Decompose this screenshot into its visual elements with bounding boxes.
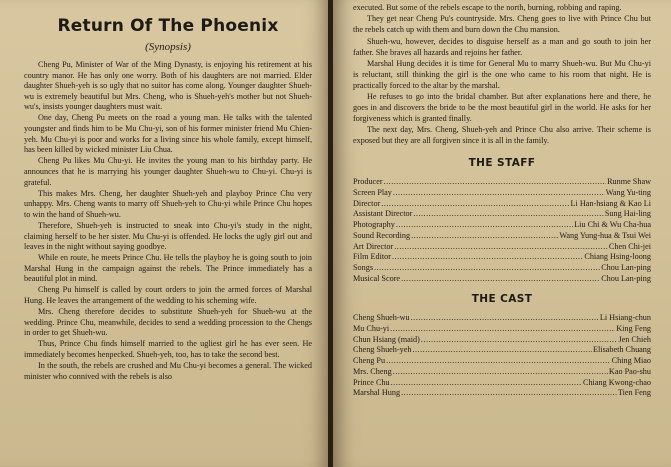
- leader-dots: [421, 335, 618, 346]
- synopsis-paragraph: Shueh-wu, however, decides to disguise herself as a man and go south to join her father. She braves all hazards and rejoins her father.: [353, 36, 651, 57]
- credit-role: Art Director: [353, 241, 394, 251]
- credit-role: Assistant Director: [353, 209, 413, 219]
- leader-dots: [392, 252, 583, 263]
- synopsis-paragraph: This makes Mrs. Cheng, her daughter Shueh-yeh and playboy Prince Chu very unhappy. Mrs. Cheng wants to marry off Shueh-yeh to Chu-yi while Prince Chu hopes to win the hand of Shueh-wu.: [24, 188, 312, 219]
- credit-name: Li Hsiang-chun: [599, 313, 651, 323]
- credit-name: Jen Chieh: [618, 334, 651, 344]
- leader-dots: [391, 378, 582, 389]
- synopsis-paragraph: The next day, Mrs. Cheng, Shueh-yeh and Prince Chu also arrive. Their scheme is exposed but they are all forgiven since it is all in the family.: [353, 125, 651, 146]
- staff-row: [353, 274, 651, 285]
- cast-row: [353, 313, 651, 324]
- cast-row: [353, 324, 651, 335]
- credit-name: Li Han-hsiang & Kao Li: [570, 198, 651, 208]
- leader-dots: [401, 274, 600, 285]
- cast-row: [353, 356, 651, 367]
- credit-role: Prince Chu: [353, 377, 390, 387]
- credit-role: Mu Chu-yi: [353, 324, 390, 334]
- leader-dots: [396, 220, 573, 231]
- credit-name: Wang Yu-ting: [605, 187, 651, 197]
- synopsis-text: [24, 60, 312, 382]
- credit-role: Chun Hsiang (maid): [353, 334, 420, 344]
- credit-name: Chou Lan-ping: [601, 273, 651, 283]
- staff-row: [353, 242, 651, 253]
- credit-name: King Feng: [616, 324, 651, 334]
- synopsis-paragraph: Thus, Prince Chu finds himself married to the ugliest girl he has ever seen. He immediately becomes henpecked. Shueh-yeh, too, has to take the second best.: [24, 339, 312, 360]
- leader-dots: [381, 199, 569, 210]
- credit-name: Chen Chi-jei: [608, 241, 651, 251]
- staff-row: [353, 188, 651, 199]
- credit-role: Screen Play: [353, 187, 392, 197]
- leader-dots: [412, 345, 592, 356]
- synopsis-paragraph: Cheng Pu, Minister of War of the Ming Dynasty, is enjoying his retirement at his country manor. He has only one worry. Both of his daughters are not married. Elder daughter Shueh-yeh is so ugly that no suitor has come along. Younger daughter Shueh-wu is extremely beautiful but Mrs. Cheng, who is Shueh-yeh's mother but not Shueh-wu's, insists younger daughters must wait.: [24, 60, 312, 112]
- cast-row: [353, 345, 651, 356]
- credit-role: Mrs. Cheng: [353, 366, 392, 376]
- credit-role: Marshal Hung: [353, 388, 401, 398]
- synopsis-paragraph: Cheng Pu likes Mu Chu-yi. He invites the young man to his birthday party. He announces that he is marrying his younger daughter Shueh-wu to Chu-yi. Chu-yi is grateful.: [24, 156, 312, 187]
- credit-name: Wang Yung-hua & Tsui Wei: [559, 230, 651, 240]
- credit-role: Cheng Shueh-yeh: [353, 345, 412, 355]
- credit-name: Runme Shaw: [607, 177, 651, 187]
- credit-role: Director: [353, 198, 381, 208]
- synopsis-continued: [353, 3, 651, 147]
- cast-row: [353, 388, 651, 399]
- synopsis-paragraph: One day, Cheng Pu meets on the road a young man. He talks with the talented youngster and finds him to be Mu Chu-yi, son of his former minister friend Mu Chien-yeh. Mu Chu-yi is poor and works for a living since his whole family, except himself, has been killed by wicked minister Liu Chua.: [24, 113, 312, 155]
- leader-dots: [386, 356, 611, 367]
- cast-row: [353, 378, 651, 389]
- cast-row: [353, 335, 651, 346]
- credit-name: Chou Lan-ping: [601, 262, 651, 272]
- staff-row: [353, 252, 651, 263]
- credit-name: Liu Chi & Wu Cha-hua: [574, 220, 651, 230]
- synopsis-paragraph: Therefore, Shueh-yeh is instructed to sneak into Chu-yi's study in the night, claiming herself to be her sister. Mu Chu-yi is offended. He locks the ugly girl out and leaves in the night without saying goodbye.: [24, 220, 312, 252]
- leader-dots: [413, 209, 603, 220]
- synopsis-paragraph: He refuses to go into the bridal chamber. But after explanations here and there, he goes in and discovers the bride to be the most beautiful girl in the world. He asks for her forgiveness which is granted finally.: [353, 92, 651, 124]
- synopsis-paragraph: Cheng Pu himself is called by court orders to join the armed forces of Marshal Hung. He leaves the arrangement of the wedding to his scheming wife.: [24, 285, 312, 306]
- staff-row: [353, 231, 651, 242]
- leader-dots: [390, 324, 615, 335]
- leader-dots: [393, 188, 605, 199]
- staff-row: [353, 177, 651, 188]
- staff-list: [353, 177, 651, 284]
- credit-name: Tien Feng: [617, 388, 651, 398]
- credit-name: Chiang Kwong-chao: [583, 377, 651, 387]
- staff-row: [353, 199, 651, 210]
- credit-name: Ching Miao: [611, 356, 651, 366]
- credit-role: Photography: [353, 220, 395, 230]
- staff-heading: THE STAFF: [468, 157, 536, 170]
- credit-name: Elisabeth Chuang: [593, 345, 651, 355]
- cast-row: [353, 367, 651, 378]
- left-page: [0, 0, 330, 467]
- right-page: [333, 0, 671, 467]
- synopsis-paragraph: While en route, he meets Prince Chu. He tells the playboy he is going south to join Marshal Hung in the campaign against the rebels. The Prince immediately has a beautiful plot in mind.: [24, 253, 312, 284]
- credit-role: Cheng Pu: [353, 356, 386, 366]
- synopsis-paragraph: executed. But some of the rebels escape to the north, burning, robbing and raping.: [353, 3, 622, 12]
- staff-row: [353, 220, 651, 231]
- staff-row: [353, 263, 651, 274]
- leader-dots: [394, 242, 608, 253]
- credit-role: Musical Score: [353, 273, 401, 283]
- credit-name: Sung Hai-ling: [604, 209, 651, 219]
- credit-role: Film Editor: [353, 252, 391, 262]
- leader-dots: [384, 177, 607, 188]
- leader-dots: [411, 313, 599, 324]
- credit-role: Cheng Shueh-wu: [353, 313, 410, 323]
- synopsis-paragraph: Marshal Hung decides it is time for General Mu to marry Shueh-wu. But Mu Chu-yi is reluctant, still thinking the girl is the one who came to his room that night. He is practically forced to the altar by the marshal.: [353, 59, 651, 90]
- staff-row: [353, 209, 651, 220]
- synopsis-paragraph: Mrs. Cheng therefore decides to substitute Shueh-yeh for Shueh-wu at the wedding. Prince Chu, meanwhile, decides to send a wedding procession to the Chengs in order to get Shueh-wu.: [24, 307, 312, 338]
- credit-role: Songs: [353, 262, 374, 272]
- credit-name: Kao Pao-shu: [608, 366, 651, 376]
- cast-list: [353, 313, 651, 399]
- leader-dots: [411, 231, 558, 242]
- leader-dots: [393, 367, 608, 378]
- page-title: Return Of The Phoenix: [57, 16, 279, 36]
- cast-heading: THE CAST: [471, 293, 533, 306]
- synopsis-paragraph: In the south, the rebels are crushed and Mu Chu-yi becomes a general. The wicked minister who connived with the rebels is also: [24, 361, 312, 381]
- credit-role: Sound Recording: [353, 230, 411, 240]
- leader-dots: [401, 388, 617, 399]
- leader-dots: [374, 263, 600, 274]
- credit-role: Producer: [353, 177, 383, 187]
- synopsis-paragraph: They get near Cheng Pu's countryside. Mrs. Cheng goes to live with Prince Chu but the rebels catch up with them and burn down the Chu mansion.: [353, 14, 651, 35]
- credit-name: Chiang Hsing-loong: [584, 252, 651, 262]
- synopsis-subtitle: (Synopsis): [145, 41, 191, 53]
